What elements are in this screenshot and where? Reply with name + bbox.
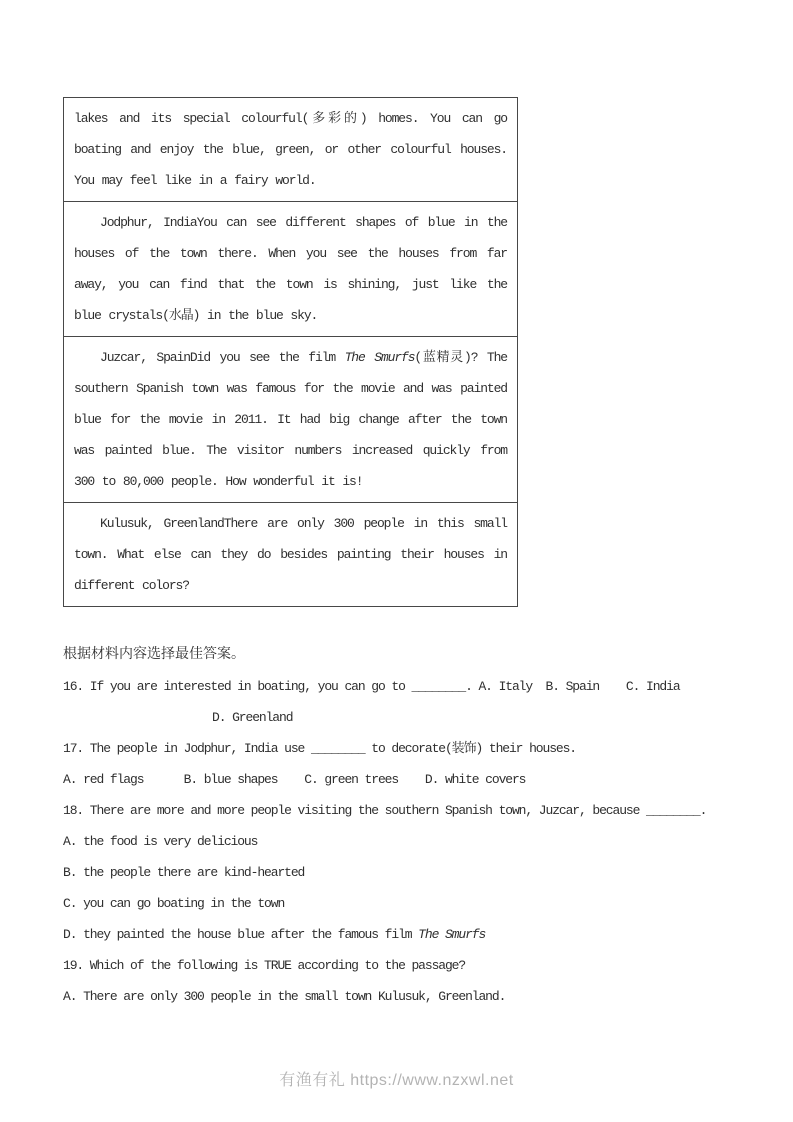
text-run: A. the food is very delicious [63, 834, 258, 849]
passage-cell [64, 201, 517, 336]
question-line [63, 733, 773, 764]
passage-cell [64, 502, 517, 606]
question-line [63, 826, 773, 857]
text-run: 17. The people in Jodphur, India use ________ to decorate(装饰) their houses. [63, 741, 576, 756]
question-line [63, 795, 773, 826]
question-line [63, 981, 773, 1012]
text-run: Jodphur, IndiaYou can see different shapes of blue in the houses of the town there. When you see the houses from far away, you can find that the town is shining, just like the blue crystals(水晶) in the blue sky. [74, 215, 507, 323]
question-line [63, 764, 773, 795]
question-lines [63, 671, 773, 1012]
film-title-italic: The Smurfs [418, 927, 486, 942]
page-footer [0, 1067, 793, 1090]
text-run: D. Greenland [212, 710, 293, 725]
text-run: 18. There are more and more people visiting the southern Spanish town, Juzcar, because ________. [63, 803, 707, 818]
passage-table [63, 97, 518, 607]
footer-watermark-text: 有渔有礼 https://www.nzxwl.net [279, 1072, 514, 1089]
question-line [63, 671, 773, 702]
text-run: Kulusuk, GreenlandThere are only 300 people in this small town. What else can they do besides painting their houses in different colors? [74, 516, 507, 593]
question-line [63, 702, 773, 733]
text-run: C. you can go boating in the town [63, 896, 285, 911]
question-line [63, 919, 773, 950]
text-run: (蓝精灵)? The southern Spanish town was famous for the movie and was painted blue for the movie in 2011. It had big change after the town was painted blue. The visitor numbers increased quickly from 300 to 80,000 people. How wonderful it is! [74, 350, 508, 489]
text-run: lakes and its special colourful(多彩的) homes. You can go boating and enjoy the blue, green, or other colourful houses. You may feel like in a fairy world. [74, 111, 507, 188]
text-run: A. red flags B. blue shapes C. green trees D. white covers [63, 772, 526, 787]
question-line [63, 888, 773, 919]
question-line [63, 950, 773, 981]
text-run: 16. If you are interested in boating, you can go to ________. A. Italy B. Spain C. India [63, 679, 680, 694]
question-line [63, 857, 773, 888]
film-title-italic: The Smurfs [344, 350, 415, 365]
questions-section [63, 640, 773, 1012]
text-run: B. the people there are kind-hearted [63, 865, 305, 880]
text-run: 19. Which of the following is TRUE according to the passage? [63, 958, 466, 973]
instruction-text: 根据材料内容选择最佳答案。 [63, 647, 245, 663]
passage-cell [64, 98, 517, 201]
passage-cell [64, 336, 517, 502]
text-run: Juzcar, SpainDid you see the film [100, 350, 345, 365]
text-run: A. There are only 300 people in the small town Kulusuk, Greenland. [63, 989, 506, 1004]
text-run: D. they painted the house blue after the famous film [63, 927, 419, 942]
